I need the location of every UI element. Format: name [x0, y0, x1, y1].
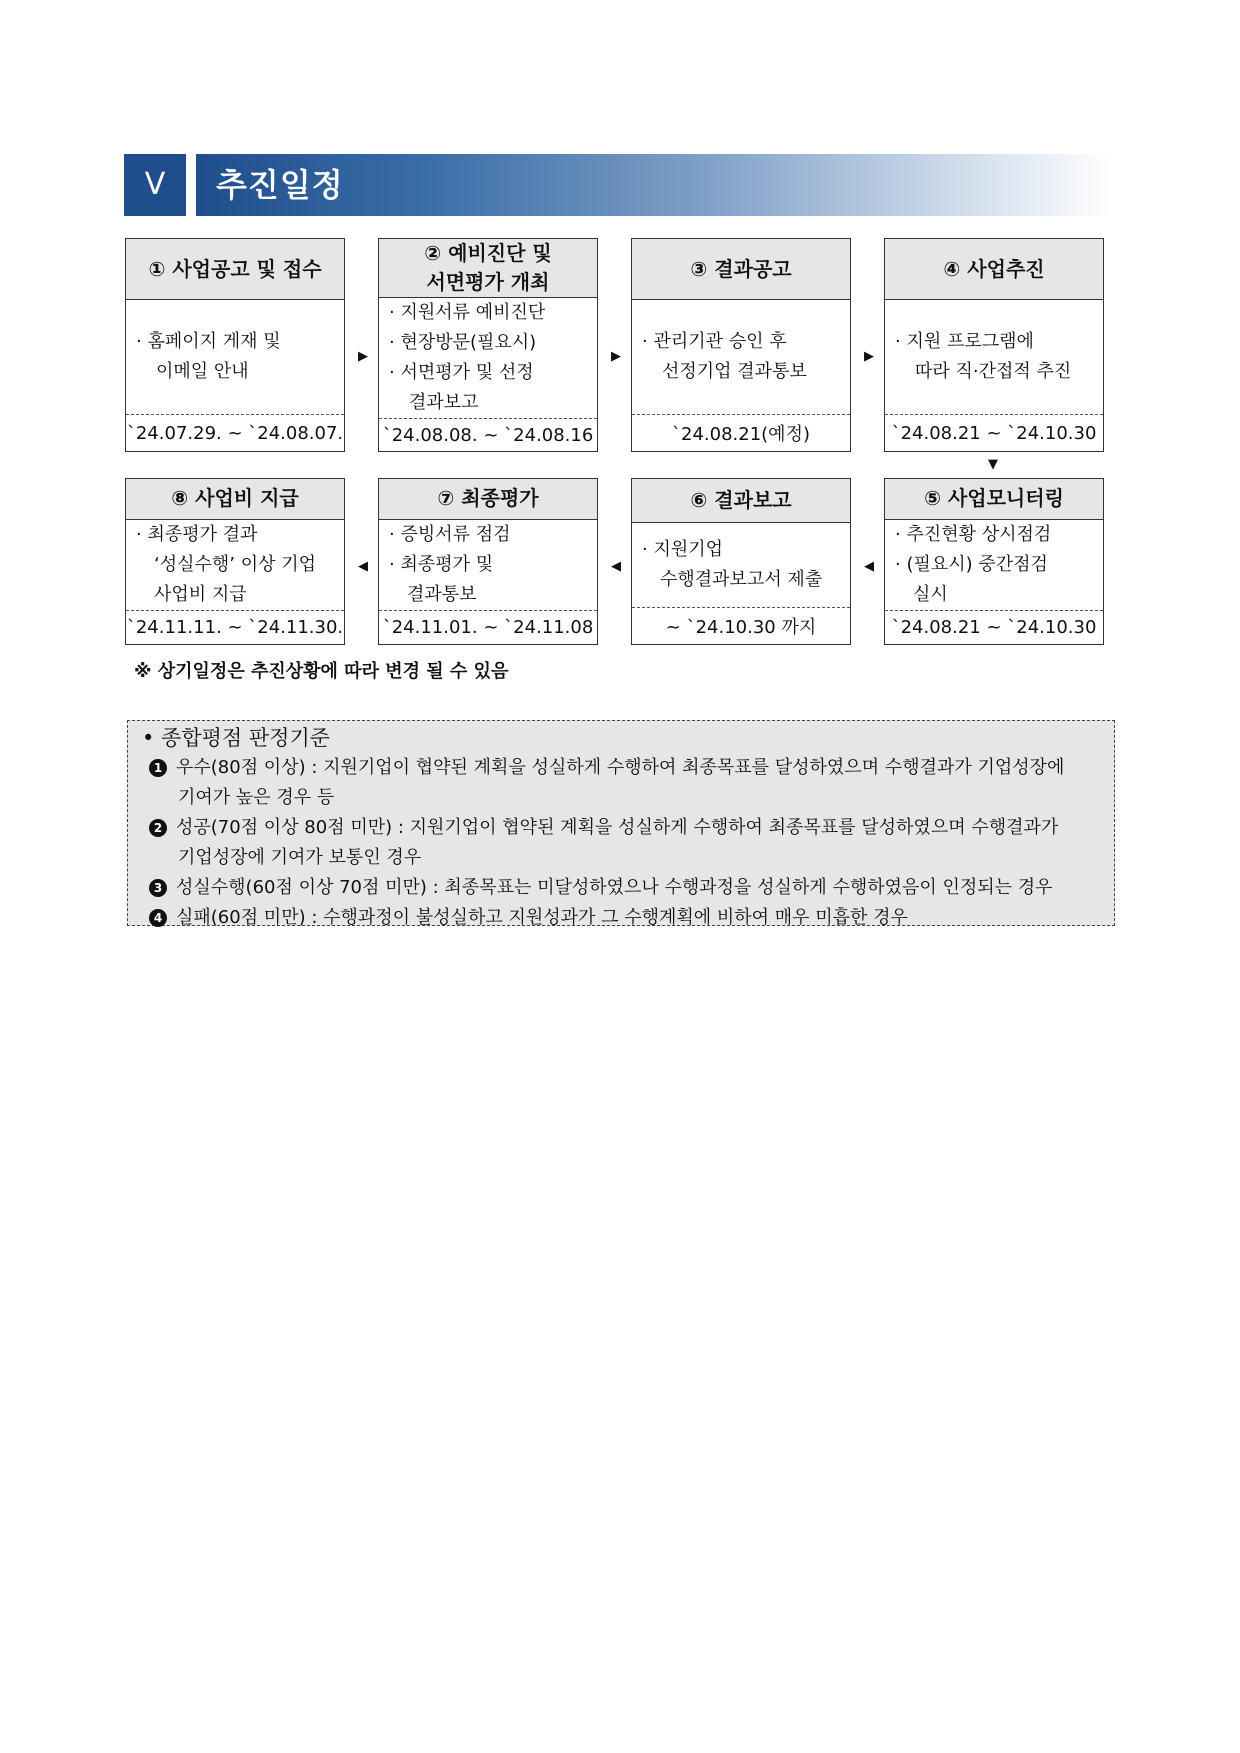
arrow-left-icon: ◀ [611, 559, 621, 574]
step-details: · 지원 프로그램에 따라 직·간접적 추진 [895, 331, 1072, 382]
step-3-result-announcement [631, 238, 851, 452]
step-date: `24.08.21(예정) [632, 414, 850, 451]
step-title: ⑦ 최종평가 [379, 479, 597, 520]
section-number: Ⅴ [124, 154, 186, 216]
number-4-icon: 4 [149, 909, 167, 927]
step-date: `24.11.01. ~ `24.11.08 [379, 610, 597, 644]
step-1-announcement [125, 238, 345, 452]
step-date: ~ `24.10.30 까지 [632, 607, 850, 644]
arrow-down-icon: ▼ [988, 457, 998, 472]
step-date: `24.08.21 ~ `24.10.30 [885, 610, 1103, 644]
number-3-icon: 3 [149, 879, 167, 897]
step-date: `24.08.21 ~ `24.10.30 [885, 414, 1103, 451]
section-header [124, 154, 1114, 216]
step-details: · 관리기관 승인 후 선정기업 결과통보 [642, 331, 807, 382]
step-title: ⑧ 사업비 지급 [126, 479, 344, 520]
step-title: ③ 결과공고 [632, 239, 850, 300]
step-2-preliminary-review [378, 238, 598, 452]
criteria-item-failure: 4 실패(60점 미만) : 수행과정이 불성실하고 지원성과가 그 수행계획에 비하여 매우 미흡한 경우 [142, 903, 1106, 933]
step-details: · 증빙서류 점검 · 최종평가 및 결과통보 [389, 523, 511, 605]
evaluation-criteria-box [127, 720, 1115, 926]
step-title: ④ 사업추진 [885, 239, 1103, 300]
criteria-item-faithful: 3 성실수행(60점 이상 70점 미만) : 최종목표는 미달성하였으나 수행과정을 성실하게 수행하였음이 인정되는 경우 [142, 873, 1106, 903]
step-7-final-evaluation [378, 478, 598, 645]
step-4-project-execution [884, 238, 1104, 452]
step-8-funding-payment [125, 478, 345, 645]
step-date: `24.11.11. ~ `24.11.30. [126, 610, 344, 644]
arrow-right-icon: ▶ [864, 349, 874, 364]
arrow-right-icon: ▶ [611, 349, 621, 364]
criteria-item-success: 2 성공(70점 이상 80점 미만) : 지원기업이 협약된 계획을 성실하게 수행하여 최종목표를 달성하였으며 수행결과가 기업성장에 기여가 보통인 경우 [142, 813, 1106, 873]
number-1-icon: 1 [149, 759, 167, 777]
step-details: · 추진현황 상시점검 · (필요시) 중간점검 실시 [895, 523, 1052, 605]
step-details: · 홈페이지 게재 및 이메일 안내 [136, 331, 281, 382]
arrow-right-icon: ▶ [358, 349, 368, 364]
step-details: · 지원기업 수행결과보고서 제출 [642, 539, 823, 590]
step-5-monitoring [884, 478, 1104, 645]
criteria-item-excellent: 1 우수(80점 이상) : 지원기업이 협약된 계획을 성실하게 수행하여 최종목표를 달성하였으며 수행결과가 기업성장에 기여가 높은 경우 등 [142, 753, 1106, 813]
schedule-note: ※ 상기일정은 추진상황에 따라 변경 될 수 있음 [134, 661, 509, 682]
number-2-icon: 2 [149, 819, 167, 837]
step-details: · 최종평가 결과 ‘성실수행’ 이상 기업 사업비 지급 [136, 523, 316, 605]
step-date: `24.08.08. ~ `24.08.16 [379, 418, 597, 451]
step-date: `24.07.29. ~ `24.08.07. [126, 414, 344, 451]
arrow-left-icon: ◀ [864, 559, 874, 574]
section-title-bar [196, 154, 1114, 216]
step-title: ② 예비진단 및 서면평가 개최 [379, 239, 597, 298]
step-6-result-report [631, 478, 851, 645]
criteria-title: • 종합평점 판정기준 [142, 726, 331, 750]
step-title: ① 사업공고 및 접수 [126, 239, 344, 300]
arrow-left-icon: ◀ [358, 559, 368, 574]
step-details: · 지원서류 예비진단 · 현장방문(필요시) · 서면평가 및 선정 결과보고 [389, 302, 546, 413]
step-title: ⑥ 결과보고 [632, 479, 850, 523]
section-title: 추진일정 [216, 166, 344, 204]
step-title: ⑤ 사업모니터링 [885, 479, 1103, 520]
